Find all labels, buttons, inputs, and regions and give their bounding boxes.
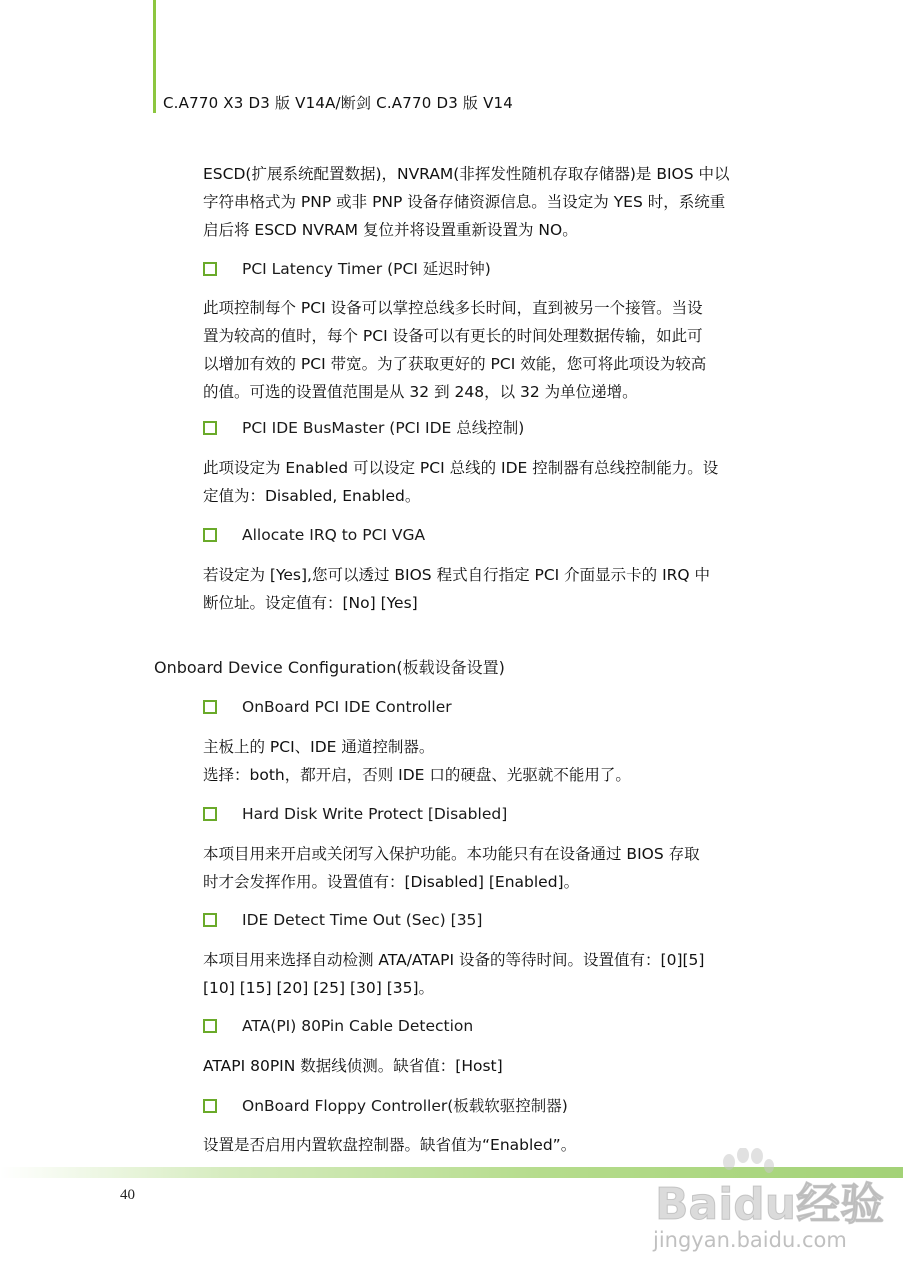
paragraph-pci-ide — [203, 733, 787, 789]
page-number: 40 — [120, 1187, 135, 1203]
watermark-url: jingyan.baidu.com — [653, 1228, 847, 1252]
item-hdd-write-protect — [203, 803, 507, 825]
text-line: [10] [15] [20] [25] [30] [35]。 — [203, 979, 435, 997]
text-line: 本项目用来开启或关闭写入保护功能。本功能只有在设备通过 BIOS 存取 — [203, 845, 700, 863]
watermark-brand: Baidu经验 — [655, 1179, 885, 1230]
text-line: 此项控制每个 PCI 设备可以掌控总线多长时间，直到被另一个接管。当设 — [203, 299, 703, 317]
item-title: Allocate IRQ to PCI VGA — [242, 526, 426, 544]
text-line: 设置是否启用内置软盘控制器。缺省值为“Enabled”。 — [203, 1136, 577, 1154]
item-title: Hard Disk Write Protect [Disabled] — [242, 805, 508, 823]
paragraph-irq — [203, 561, 787, 617]
section-title-onboard: Onboard Device Configuration(板载设备设置) — [154, 658, 505, 677]
text-line: 置为较高的值时，每个 PCI 设备可以有更长的时间处理数据传输，如此可 — [203, 327, 703, 345]
item-title: PCI Latency Timer (PCI 延迟时钟) — [242, 260, 491, 278]
paragraph-cable — [203, 1052, 787, 1080]
paragraph-hdd-protect — [203, 840, 787, 896]
item-floppy-controller — [203, 1095, 568, 1117]
text-line: 启后将 ESCD NVRAM 复位并将设置重新设置为 NO。 — [203, 221, 578, 239]
text-line: 选择：both，都开启，否则 IDE 口的硬盘、光驱就不能用了。 — [203, 766, 631, 784]
text-line: 本项目用来选择自动检测 ATA/ATAPI 设备的等待时间。设置值有：[0][5] — [203, 951, 705, 969]
paragraph-ide-timeout — [203, 946, 787, 1002]
item-pci-ide-busmaster — [203, 417, 524, 439]
paragraph-busmaster — [203, 454, 787, 510]
item-title: PCI IDE BusMaster (PCI IDE 总线控制) — [242, 419, 525, 437]
text-line: 断位址。设定值有：[No] [Yes] — [203, 594, 418, 612]
item-title: OnBoard Floppy Controller(板载软驱控制器) — [242, 1097, 568, 1115]
text-line: 若设定为 [Yes],您可以透过 BIOS 程式自行指定 PCI 介面显示卡的 IRQ 中 — [203, 566, 711, 584]
checkbox-icon — [203, 262, 217, 276]
item-title: ATA(PI) 80Pin Cable Detection — [242, 1017, 474, 1035]
text-line: 字符串格式为 PNP 或非 PNP 设备存储资源信息。当设定为 YES 时，系统重 — [203, 193, 726, 211]
checkbox-icon — [203, 1019, 217, 1033]
text-line: ATAPI 80PIN 数据线侦测。缺省值：[Host] — [203, 1057, 503, 1075]
item-title: OnBoard PCI IDE Controller — [242, 698, 452, 716]
checkbox-icon — [203, 528, 217, 542]
text-line: 的值。可选的设置值范围是从 32 到 248，以 32 为单位递增。 — [203, 383, 638, 401]
checkbox-icon — [203, 700, 217, 714]
text-line: 此项设定为 Enabled 可以设定 PCI 总线的 IDE 控制器有总线控制能力。设 — [203, 459, 719, 477]
item-ide-detect-timeout — [203, 909, 482, 931]
item-cable-detection — [203, 1015, 473, 1037]
checkbox-icon — [203, 807, 217, 821]
text-line: 定值为：Disabled, Enabled。 — [203, 487, 421, 505]
item-pci-latency-timer — [203, 258, 491, 280]
item-allocate-irq — [203, 524, 425, 546]
item-onboard-pci-ide — [203, 696, 452, 718]
page-header: C.A770 X3 D3 版 V14A/断剑 C.A770 D3 版 V14 — [163, 94, 514, 112]
text-line: ESCD(扩展系统配置数据)，NVRAM(非挥发性随机存取存储器)是 BIOS 中以 — [203, 165, 730, 183]
header-accent-line — [153, 0, 156, 113]
text-line: 主板上的 PCI、IDE 通道控制器。 — [203, 738, 435, 756]
text-line: 以增加有效的 PCI 带宽。为了获取更好的 PCI 效能，您可将此项设为较高 — [203, 355, 707, 373]
checkbox-icon — [203, 421, 217, 435]
baidu-watermark — [635, 1150, 885, 1270]
checkbox-icon — [203, 1099, 217, 1113]
item-title: IDE Detect Time Out (Sec) [35] — [242, 911, 483, 929]
paragraph-latency — [203, 294, 787, 406]
paragraph-escd — [203, 160, 787, 244]
text-line: 时才会发挥作用。设置值有：[Disabled] [Enabled]。 — [203, 873, 580, 891]
checkbox-icon — [203, 913, 217, 927]
